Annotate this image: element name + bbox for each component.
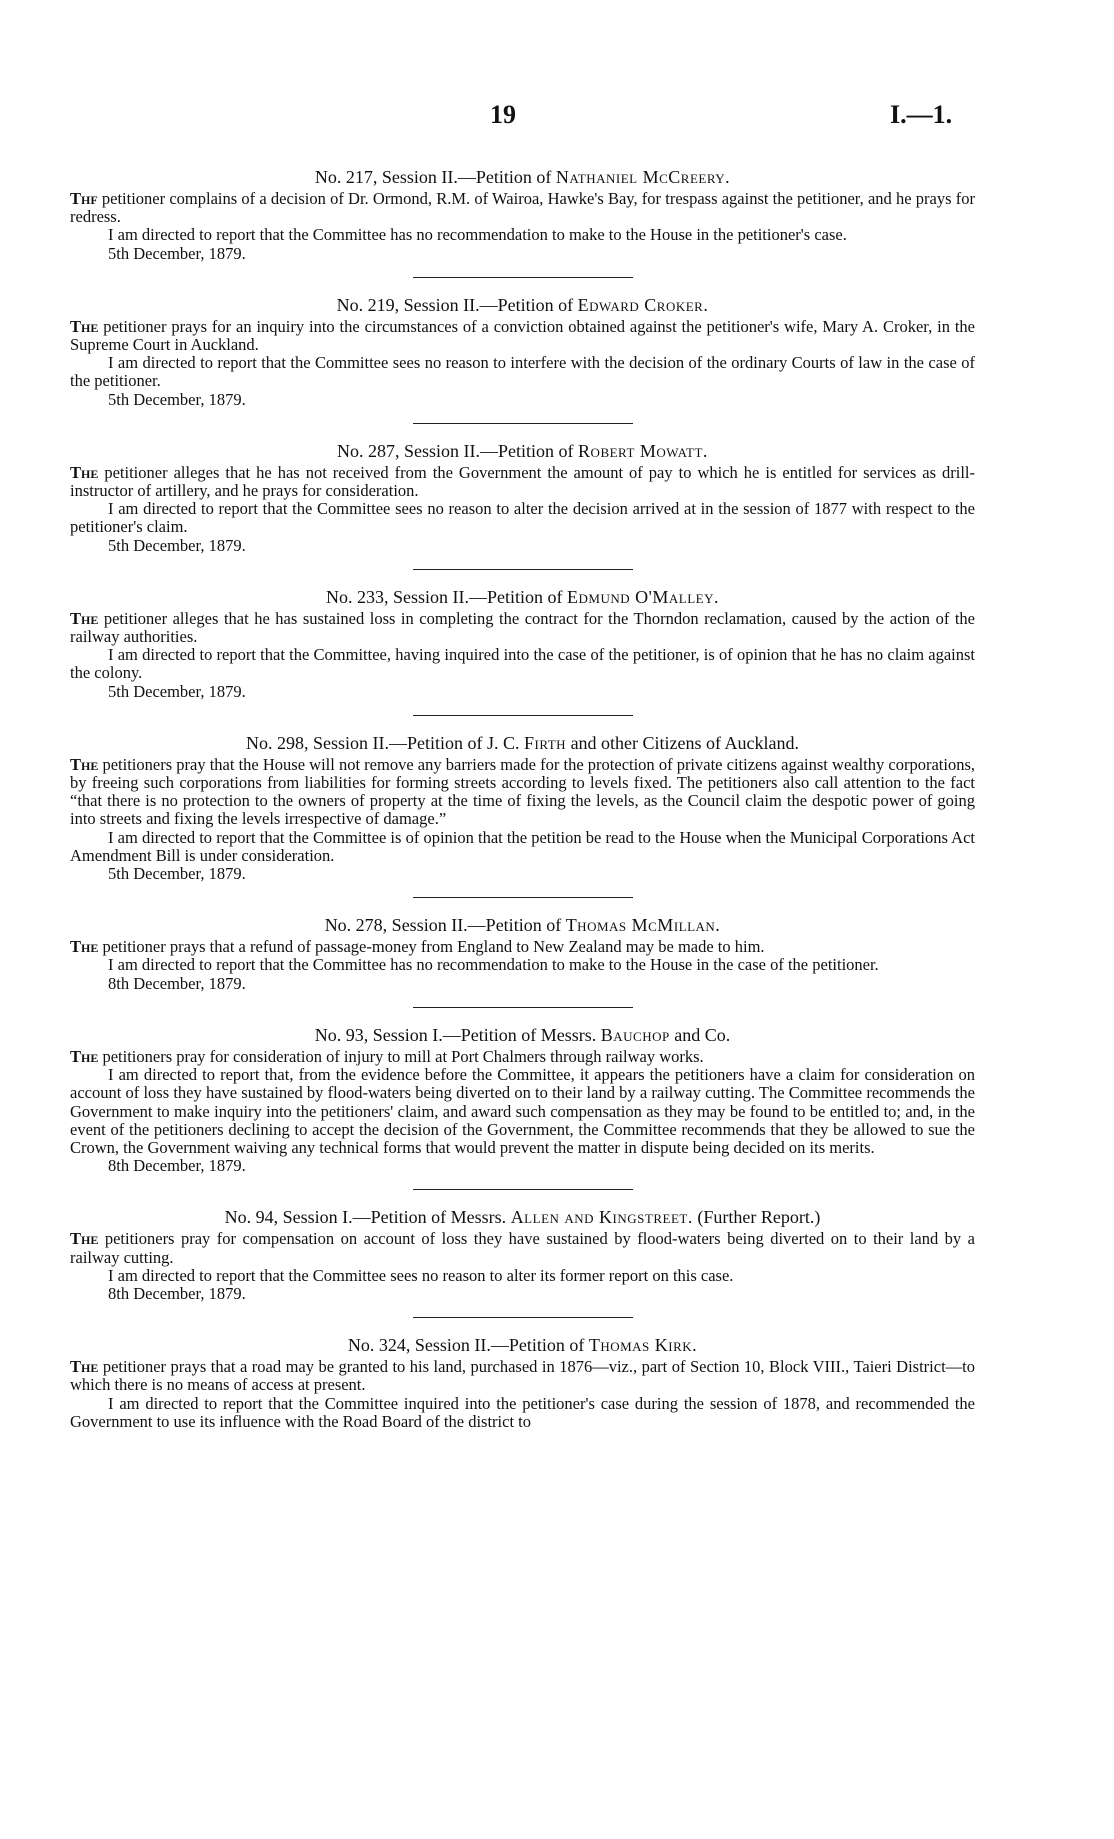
report-date: 5th December, 1879.	[108, 864, 246, 884]
page-number: 19	[490, 100, 516, 129]
petition-title: No. 278, Session II.—Petition of Thomas McMillan.	[324, 915, 721, 936]
petitioner-name: Bauchop	[600, 1024, 670, 1045]
committee-report: I am directed to report that the Committee sees no reason to interfere with the decision of the ordinary Courts of law in the case of the petitioner.	[70, 353, 975, 391]
petitioner-name: Edmund O'Malley.	[567, 586, 719, 607]
committee-report: I am directed to report that the Committee has no recommendation to make to the House in the petitioner's case.	[108, 225, 847, 245]
petition-summary: The petitioners pray for compensation on account of loss they have sustained by flood-waters being diverted on to their land by a railway cutting.	[70, 1229, 975, 1267]
petition-title: No. 287, Session II.—Petition of Robert Mowatt.	[337, 440, 708, 461]
petition-block	[70, 1024, 975, 1175]
petition-title: No. 219, Session II.—Petition of Edward Croker.	[336, 294, 709, 315]
petitioner-name: Robert Mowatt.	[578, 440, 708, 461]
petition-block	[70, 166, 975, 263]
paper-reference: I.—1.	[890, 100, 953, 129]
section-divider	[413, 715, 633, 716]
petition-summary: The petitioners pray for consideration of injury to mill at Port Chalmers through railway works.	[70, 1046, 704, 1066]
section-divider	[413, 1317, 633, 1318]
section-divider	[413, 277, 633, 278]
committee-report: I am directed to report that the Committee sees no reason to alter its former report on this case.	[108, 1265, 734, 1285]
section-divider	[413, 1007, 633, 1008]
petition-title: No. 233, Session II.—Petition of Edmund O'Malley.	[326, 586, 719, 607]
petition-title: No. 324, Session II.—Petition of Thomas Kirk.	[347, 1335, 698, 1356]
page-header	[0, 100, 1114, 140]
petition-title: No. 217, Session II.—Petition of Nathaniel McCreery.	[314, 167, 731, 187]
report-date: 5th December, 1879.	[108, 535, 246, 555]
committee-report: I am directed to report that, from the evidence before the Committee, it appears the petitioners have a claim for consideration on account of loss they have sustained by flood-waters being diverted on to their land by a railway cutting. The Committee recommends the Government to make inquiry into the petitioners' claim, and award such compensation as they may be found to be entitled to; and, in the event of the petitioners declining to accept the decision of the Government, the Committee recommends that they be allowed to sue the Crown, the Government waiving any technical forms that would prevent the matter in dispute being decided on its merits.	[70, 1065, 975, 1157]
petition-title: No. 94, Session I.—Petition of Messrs. Allen and Kingstreet. (Further Report.)	[224, 1207, 821, 1228]
report-date: 8th December, 1879.	[108, 1283, 246, 1303]
petitioner-name: Thomas McMillan.	[565, 915, 721, 936]
committee-report: I am directed to report that the Committee is of opinion that the petition be read to the House when the Municipal Corporations Act Amendment Bill is under consideration.	[70, 827, 975, 865]
petitioner-name: Allen and Kingstreet.	[510, 1207, 693, 1228]
report-date: 5th December, 1879.	[108, 389, 246, 409]
petition-summary: The petitioner prays that a road may be granted to his land, purchased in 1876—viz., part of Section 10, Block VIII., Taieri District—to which there is no means of access at present.	[70, 1357, 975, 1395]
report-date: 5th December, 1879.	[108, 681, 246, 701]
petition-block	[70, 294, 975, 409]
committee-report: I am directed to report that the Committee inquired into the petitioner's case during the session of 1878, and recommended the Government to use its influence with the Road Board of the district to	[70, 1393, 975, 1431]
report-date: 8th December, 1879.	[108, 973, 246, 993]
petition-title: No. 298, Session II.—Petition of J. C. Firth and other Citizens of Auckland.	[245, 732, 800, 753]
petition-block	[70, 1206, 975, 1303]
petition-summary: The petitioner prays for an inquiry into the circumstances of a conviction obtained against the petitioner's wife, Mary A. Croker, in the Supreme Court in Auckland.	[70, 316, 975, 355]
petition-block	[70, 440, 975, 555]
petition-block	[70, 1334, 975, 1431]
committee-report: I am directed to report that the Committee, having inquired into the case of the petitioner, is of opinion that he has no claim against the colony.	[70, 645, 975, 683]
petitioner-name: Edward Croker.	[577, 294, 709, 315]
petitioner-name: Thomas Kirk.	[588, 1335, 698, 1356]
petition-summary: Thf petitioner complains of a decision of Dr. Ormond, R.M. of Wairoa, Hawke's Bay, for trespass against the petitioner, and he prays for redress.	[70, 189, 975, 227]
petition-block	[70, 732, 975, 883]
petition-title: No. 93, Session I.—Petition of Messrs. Bauchop and Co.	[314, 1024, 731, 1045]
committee-report: I am directed to report that the Committee has no recommendation to make to the House in the case of the petitioner.	[108, 955, 879, 975]
petition-summary: The petitioner alleges that he has not received from the Government the amount of pay to which he is entitled for services as drill-instructor of artillery, and he prays for consideration.	[70, 462, 975, 501]
page-body	[70, 166, 975, 1431]
petitioner-name: Firth	[524, 732, 567, 753]
petition-block	[70, 586, 975, 701]
petition-summary: The petitioners pray that the House will not remove any barriers made for the protection of private citizens against wealthy corporations, by freeing such corporations from liabilities for forming streets according to levels fixed. The petitioners also call attention to the fact “that there is no protection to the owners of property at the time of fixing the levels, as the Council claim the despotic power of going into streets and fixing the levels irrespective of damage.”	[70, 754, 975, 829]
section-divider	[413, 423, 633, 424]
petition-summary: The petitioner prays that a refund of passage-money from England to New Zealand may be made to him.	[70, 937, 765, 957]
petition-summary: The petitioner alleges that he has sustained loss in completing the contract for the Thorndon reclamation, caused by the action of the railway authorities.	[70, 608, 975, 647]
report-date: 5th December, 1879.	[108, 243, 246, 263]
report-date: 8th December, 1879.	[108, 1156, 246, 1176]
petition-block	[70, 914, 975, 993]
committee-report: I am directed to report that the Committee sees no reason to alter the decision arrived at in the session of 1877 with respect to the petitioner's claim.	[70, 499, 975, 537]
section-divider	[413, 897, 633, 898]
section-divider	[413, 569, 633, 570]
petitioner-name: Nathaniel McCreery.	[555, 167, 731, 187]
section-divider	[413, 1189, 633, 1190]
